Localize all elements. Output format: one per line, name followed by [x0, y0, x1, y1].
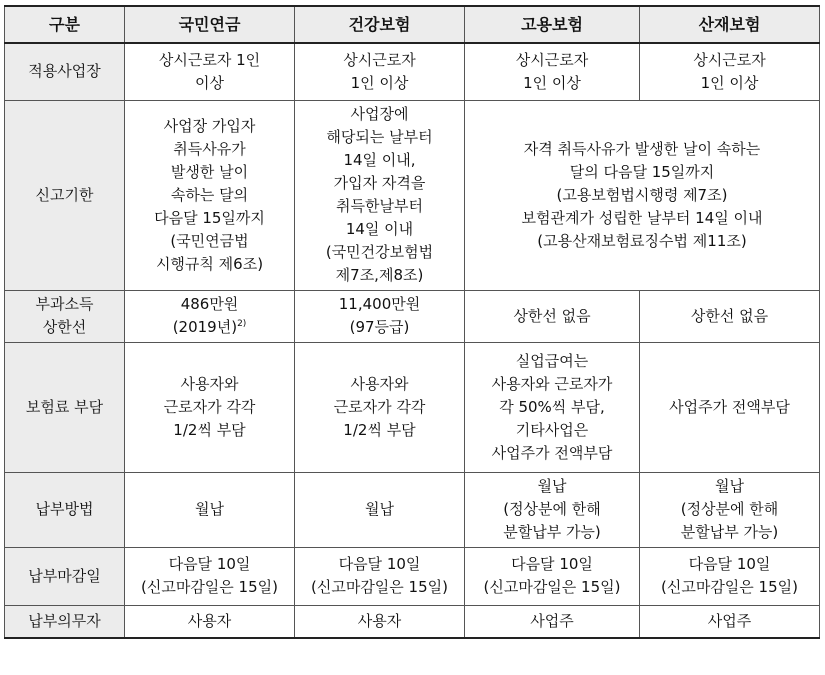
- cell-payment-deadline-employment: 다음달 10일 (신고마감일은 15일): [465, 547, 640, 605]
- table-row: [5, 547, 820, 605]
- cell-payer-health: 사용자: [295, 605, 465, 638]
- header-employment-insurance: 고용보험: [465, 6, 640, 43]
- row-label-income-cap: 부과소득 상한선: [5, 290, 125, 342]
- table-row: [5, 100, 820, 290]
- cell-payment-deadline-pension: 다음달 10일 (신고마감일은 15일): [125, 547, 295, 605]
- row-label-payment-deadline: 납부마감일: [5, 547, 125, 605]
- cell-payer-accident: 사업주: [640, 605, 820, 638]
- cell-payment-deadline-health: 다음달 10일 (신고마감일은 15일): [295, 547, 465, 605]
- insurance-comparison-table: [4, 5, 820, 639]
- row-label-payer: 납부의무자: [5, 605, 125, 638]
- cell-payment-method-health: 월납: [295, 472, 465, 547]
- header-row: [5, 6, 820, 43]
- cell-scope-health: 상시근로자 1인 이상: [295, 43, 465, 100]
- cell-income-cap-health: 11,400만원 (97등급): [295, 290, 465, 342]
- income-cap-pension-amount: 486만원: [180, 295, 239, 313]
- cell-premium-accident: 사업주가 전액부담: [640, 342, 820, 472]
- cell-premium-health: 사용자와 근로자가 각각 1/2씩 부담: [295, 342, 465, 472]
- cell-scope-pension: 상시근로자 1인 이상: [125, 43, 295, 100]
- table-row: [5, 605, 820, 638]
- row-label-deadline: 신고기한: [5, 100, 125, 290]
- cell-deadline-employment-accident: 자격 취득사유가 발생한 날이 속하는 달의 다음달 15일까지 (고용보험법시행령 제7조) 보험관계가 성립한 날부터 14일 이내 (고용산재보험료징수법 제11조): [465, 100, 820, 290]
- header-health-insurance: 건강보험: [295, 6, 465, 43]
- income-cap-pension-year: (2019년): [172, 318, 238, 336]
- table-row: [5, 43, 820, 100]
- cell-payment-deadline-accident: 다음달 10일 (신고마감일은 15일): [640, 547, 820, 605]
- cell-premium-employment: 실업급여는 사용자와 근로자가 각 50%씩 부담, 기타사업은 사업주가 전액부담: [465, 342, 640, 472]
- cell-income-cap-accident: 상한선 없음: [640, 290, 820, 342]
- cell-premium-pension: 사용자와 근로자가 각각 1/2씩 부담: [125, 342, 295, 472]
- cell-scope-accident: 상시근로자 1인 이상: [640, 43, 820, 100]
- cell-income-cap-pension: [125, 290, 295, 342]
- footnote-marker: 2): [237, 319, 247, 329]
- cell-income-cap-employment: 상한선 없음: [465, 290, 640, 342]
- row-label-scope: 적용사업장: [5, 43, 125, 100]
- row-label-payment-method: 납부방법: [5, 472, 125, 547]
- cell-scope-employment: 상시근로자 1인 이상: [465, 43, 640, 100]
- row-label-premium: 보험료 부담: [5, 342, 125, 472]
- table-row: [5, 342, 820, 472]
- cell-deadline-pension: 사업장 가입자 취득사유가 발생한 날이 속하는 달의 다음달 15일까지 (국민연금법 시행규칙 제6조): [125, 100, 295, 290]
- cell-payment-method-employment: 월납 (정상분에 한해 분할납부 가능): [465, 472, 640, 547]
- cell-payment-method-accident: 월납 (정상분에 한해 분할납부 가능): [640, 472, 820, 547]
- table-row: [5, 290, 820, 342]
- cell-deadline-health: 사업장에 해당되는 날부터 14일 이내, 가입자 자격을 취득한날부터 14일 이내 (국민건강보험법 제7조,제8조): [295, 100, 465, 290]
- cell-payment-method-pension: 월납: [125, 472, 295, 547]
- header-national-pension: 국민연금: [125, 6, 295, 43]
- header-category: 구분: [5, 6, 125, 43]
- header-industrial-accident-insurance: 산재보험: [640, 6, 820, 43]
- table-row: [5, 472, 820, 547]
- cell-payer-employment: 사업주: [465, 605, 640, 638]
- cell-payer-pension: 사용자: [125, 605, 295, 638]
